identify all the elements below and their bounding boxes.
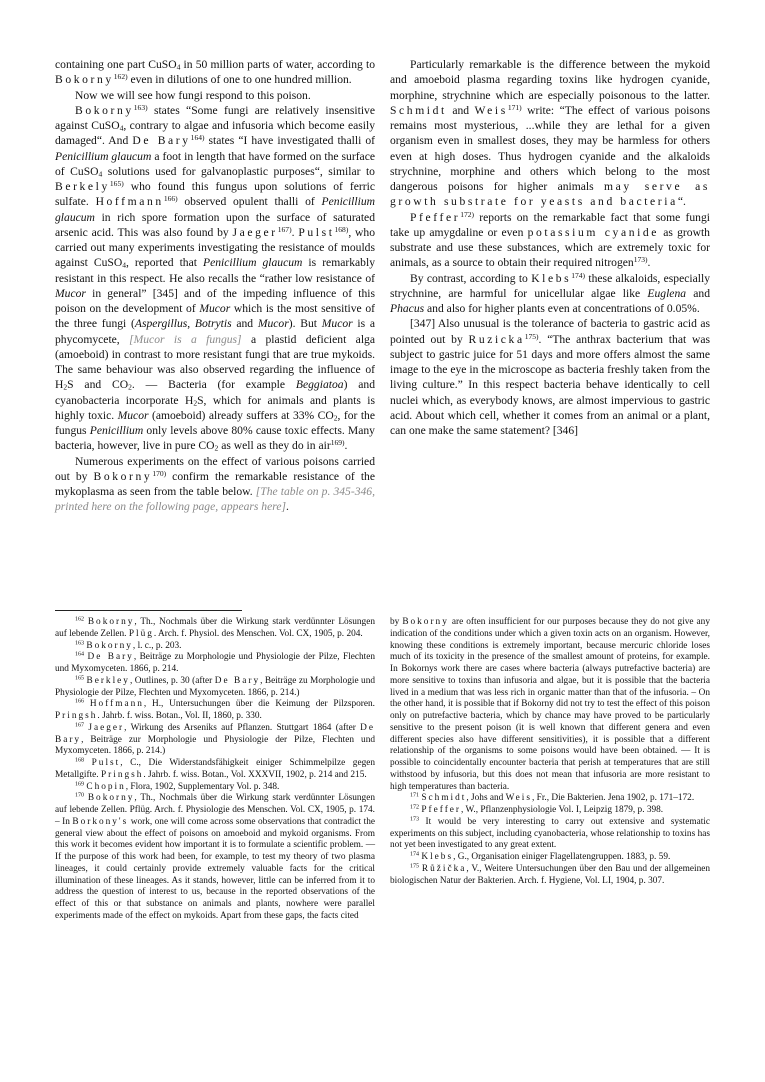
text: and	[231, 317, 258, 331]
text: ,	[187, 317, 195, 331]
text: . Jahrb. f. wiss. Botan., Vol. XXXVII, 1902, p. 214 and 215.	[143, 769, 367, 780]
footnote	[55, 782, 375, 794]
right-body-column	[390, 57, 710, 438]
text: Now we will see how fungi respond to this poison.	[75, 88, 311, 102]
text: , Outlines, p. 30 (after	[129, 675, 215, 686]
spaced-author-name: Pringsh	[100, 769, 144, 780]
italic-term: Mucor	[321, 317, 353, 331]
spaced-author-name: De Bary	[87, 652, 134, 663]
spaced-author-name: Bokorny	[93, 469, 153, 483]
text: states “Some fungi are relatively insensitive against CuSO	[55, 103, 375, 132]
text: work, one will come across some observations that contradict the general view about the effect of poisons on amoeboid and mykoid organisms. From this work it becomes evident how important it is to formulate a scientific problem. — If the purpose of this work had been, for example, to test my theory of two plasma lineages, it could certainly provide extremely valuable facts for the critical illumination of these lineages. As it stands, however, little can be inferred from it to address the question of interest to us, because in the reported observations of the effect of this or that substance on animals and plants, nowhere were parallel experiments made of the effect on mykoids. Apart from these gaps, the facts cited	[55, 816, 375, 921]
footnote-ref: 172)	[460, 209, 474, 219]
italic-term: Penicillium glaucum	[55, 195, 375, 224]
footnote-ref: 162	[75, 616, 85, 623]
text: is a phycomycete,	[55, 317, 375, 346]
text: reports on the remarkable fact that some fungi take up amygdaline or even	[390, 210, 710, 239]
footnote-ref: 166	[75, 698, 85, 705]
text: (amoeboid) already suffers at 33% CO	[148, 408, 334, 422]
spaced-author-name: Bokorny	[55, 73, 114, 87]
spaced-author-name: Bokorny	[75, 103, 134, 117]
paragraph	[55, 57, 375, 88]
text: .	[291, 225, 299, 239]
subscript: 4	[122, 260, 126, 270]
footnote	[55, 723, 375, 758]
text: and	[446, 103, 475, 117]
spaced-author-name: Borkony's	[72, 816, 129, 827]
spaced-author-name: Weis	[505, 793, 532, 804]
footnote	[55, 652, 375, 676]
text: , Beiträge zur Morphologie und Physiologie der Pilze, Flechten und Myxomyceten. 1866, p. 214.)	[55, 734, 375, 757]
spaced-author-name: Ruzicka	[468, 332, 525, 346]
text: only levels above 80% cause toxic effects. Many bacteria, however, live in pure CO	[55, 424, 375, 453]
text	[84, 758, 92, 768]
spaced-author-name: De Bary	[132, 134, 191, 148]
subscript: 2	[333, 413, 338, 423]
paragraph	[390, 271, 710, 317]
text: in 50 million parts of water, according to	[180, 58, 375, 71]
spaced-author-name: may serve as growth substrate for yeasts and bacteria	[390, 180, 710, 209]
italic-term: Mucor	[117, 408, 149, 422]
spaced-author-name: Klebs	[531, 271, 572, 285]
text: , C., Die Widerstandsfähigkeit einiger Schimmelpilze gegen Metallgifte.	[55, 758, 376, 780]
text: is remarkably resistant in this respect. He also recalls the “rather low resistance of	[55, 256, 375, 285]
footnote-ref: 164	[75, 651, 85, 658]
text: as well as they do in air	[218, 439, 331, 453]
left-footnotes	[55, 617, 375, 923]
footnote	[55, 641, 375, 653]
subscript: 4	[98, 169, 103, 179]
italic-term: Euglena	[647, 286, 687, 300]
left-body-column	[55, 57, 375, 515]
italic-term: Mucor	[55, 286, 86, 300]
footnote	[390, 852, 710, 864]
text: , G., Organisation einiger Flagellatengruppen. 1883, p. 59.	[453, 852, 671, 862]
editorial-note: [The table on p. 345-346, printed here on the following page, appears here]	[55, 485, 375, 514]
text: are often insufficient for our purposes because they do not give any indication of the conditions under which a given toxin acts on an organism. However, knowing these conditions is extremely important, because mercuric chloride loses much of its toxicity in the presence of the smallest amount of proteins, for example. In Bokornys work there are cases where bacteria (always putrefactive bacteria) are more sensitive to toxins than infusoria and algae, but it is possible that the bacteria lived in a medium that was less rich in organic matter than that of the infusoria. – On the other hand, it is possible that if Bokorny did not try to test the effect of this poison only on putrefactive bacteria, which by chance may have proved to be particularly sensitive to the present poison (it is well known that different genera and even different species also have different sensitivities), it is possible that a different relationship of the organisms to some poisons would have been obtained. — It is possible to coincidentally encounter bacteria that perish at temperatures that are still withstood by infusoria, but this does not mean that infusoria are more resistant to high temperatures than bacteria.	[390, 617, 710, 792]
footnote	[390, 793, 710, 805]
text: solutions used for galvanoplastic purposes“, similar to	[102, 164, 375, 178]
footnote	[390, 805, 710, 817]
spaced-author-name: Bokorny	[402, 617, 449, 627]
italic-term: Penicillium glaucum	[203, 256, 303, 270]
italic-term: Botrytis	[194, 317, 232, 331]
text: . “The anthrax bacterium that was subject to gastric juice for 51 days and more offers almost the same image to the eye in the microscope as bacteria freshly taken from the living culture.” In this respect bacteria behave identically to cell nuclei which, as everybody knows, are almost impervious to gastric acid. About which cell, whether it comes from an animal or a plant, can one make the same statement? [346]	[390, 332, 710, 437]
footnote-ref: 168)	[334, 224, 349, 234]
footnote	[55, 793, 375, 922]
spaced-author-name: Schmidt	[421, 793, 467, 804]
footnote-ref: 174)	[571, 270, 586, 280]
text: , who carried out many experiments investigating the resistance of moulds against CuSO	[55, 225, 376, 270]
spaced-author-name: Plüg	[128, 628, 154, 639]
footnote-ref: 171)	[507, 102, 522, 112]
text: By contrast, according to	[410, 271, 532, 285]
text: states “I have investigated thalli of	[204, 134, 376, 148]
spaced-author-name: Jaeger	[232, 225, 278, 239]
spaced-author-name: Pfeffer	[421, 805, 462, 815]
paragraph	[55, 454, 375, 515]
text: , Beiträge zu Morphologie und Physiologie der Pilze, Flechten und Myxomyceten. 1866, p. 214.)	[55, 675, 375, 698]
text: . Jahrb. f. wiss. Botan., Vol. II, 1860, p. 330.	[97, 711, 262, 721]
italic-term: Beggiatoa	[295, 378, 344, 392]
italic-term: Mucor	[199, 302, 231, 315]
footnote-ref: 175)	[524, 331, 539, 341]
text: S, which for animals and plants is highly toxic.	[55, 393, 375, 422]
footnote-ref: 162)	[113, 72, 128, 82]
footnote-ref: 163)	[133, 102, 148, 112]
footnote-ref: 169	[75, 781, 85, 788]
text: , Th., Nochmals über die Wirkung stark verdünnter Lösungen auf lebende Zellen.	[55, 617, 375, 639]
italic-term: Phacus	[390, 302, 425, 315]
spaced-author-name: De Bary	[214, 675, 261, 686]
footnote	[55, 699, 375, 723]
footnote	[55, 758, 375, 782]
text: observed opulent thalli of	[177, 195, 322, 209]
text: , Wirkung des Arseniks auf Pflanzen. Stuttgart 1864 (after	[124, 722, 361, 733]
paragraph	[390, 57, 710, 210]
text: a foot in length that have formed on the surface of CuSO	[55, 149, 375, 178]
text: which is the most sensitive of the three fungi (	[55, 302, 375, 331]
text: , H., Untersuchungen über die Keimung der Pilzsporen.	[143, 699, 375, 710]
footnote-ref: 174	[410, 851, 420, 858]
text: , Beiträge zu Morphologie und Physiologie der Pilze, Flechten und Myxomyceten. 1866, p. 214.	[55, 652, 375, 674]
subscript: 2	[214, 443, 219, 453]
text: Particularly remarkable is the difference between the mykoid and amoeboid plasma regarding toxins like hydrogen cyanide, morphine, strychnine which are especially poisonous to the latter.	[390, 58, 710, 102]
footnote	[390, 817, 710, 852]
spaced-author-name: Hoffmann	[89, 699, 144, 710]
spaced-author-name: Pfeffer	[410, 210, 461, 224]
footnote-ref: 165	[75, 675, 85, 682]
spaced-author-name: Růžička	[421, 863, 467, 874]
spaced-author-name: Pulst	[298, 225, 335, 239]
footnote	[390, 617, 710, 793]
text: , V., Weitere Untersuchungen über den Bau und der allgemeinen biologischen Natur der Bakterien. Arch. f. Hygiene, Vol. LI, 1904, p. 307.	[390, 863, 710, 886]
text: and also for higher plants even at concentrations of 0.05%.	[424, 302, 700, 315]
text: in rich spore formation upon the surface of saturated arsenic acid. This was also found by	[55, 210, 375, 239]
footnote-ref: 173)	[633, 255, 648, 265]
footnote-ref: 172	[410, 804, 420, 811]
text: “.	[677, 195, 686, 209]
footnote-ref: 171	[410, 792, 420, 799]
text: [347] Also unusual is the tolerance of bacteria to gastric acid as pointed out by	[390, 317, 710, 346]
text: .	[647, 256, 651, 270]
footnote-ref: 175	[410, 863, 420, 870]
text: , contrary to algae and infusoria which become easily damaged“. And	[55, 119, 376, 148]
text: , Th., Nochmals über die Wirkung stark verdünnter Lösungen auf lebende Zellen. Pflüg. Arch. f. Physiologie des Menschen. Vol. CX, 1905, p. 174. – In	[55, 793, 375, 827]
editorial-note: [Mucor is a fungus]	[129, 332, 242, 346]
subscript: 4	[176, 62, 181, 72]
text: , l. c., p. 203.	[132, 640, 182, 651]
text: , Fr., Die Bakterien. Jena 1902, p. 171–172.	[532, 793, 695, 804]
text: write: “The effect of various poisons remains most mysterious, ...while they are lethal for a given organism even in smallest doses, they may be harmless for others even at high doses. Thus hydrogen cyanide and the alkaloids strychnine, morphine and others which belong to the most dangerous poisons for higher animals	[390, 103, 710, 193]
footnote	[390, 864, 710, 888]
text: S and CO	[67, 378, 129, 392]
paragraph	[390, 316, 710, 438]
spaced-author-name: De Bary	[55, 722, 376, 745]
paragraph	[55, 103, 375, 454]
spaced-author-name: Schmidt	[390, 103, 447, 117]
italic-term: Aspergillus	[134, 317, 188, 331]
text: It would be very interesting to carry out extensive and systematic experiments on this subject, including cyanobacteria, whose relationship to toxins has not yet been investigated to any great extent.	[390, 816, 710, 851]
text: in general” [345] and of the impeding influence of this poison on the development of	[55, 286, 375, 315]
text: even in dilutions of one to one hundred million.	[127, 73, 352, 87]
footnote-ref: 169)	[330, 438, 345, 448]
spaced-author-name: Jaeger	[88, 722, 125, 733]
footnote-ref: 164)	[190, 133, 205, 143]
subscript: 2	[193, 398, 198, 407]
right-footnotes	[390, 617, 710, 887]
text: . Arch. f. Physiol. des Menschen. Vol. CX, 1905, p. 204.	[153, 628, 363, 639]
subscript: 2	[128, 382, 132, 392]
text: Numerous experiments on the effect of various poisons carried out by	[55, 454, 375, 483]
text: , W., Pflanzenphysiologie Vol. I, Leipzig 1879, p. 398.	[461, 805, 664, 815]
paragraph	[55, 88, 375, 103]
spaced-author-name: Pringsh	[55, 711, 98, 721]
text: .	[286, 500, 289, 514]
footnote-ref: 163	[75, 640, 85, 647]
spaced-author-name: Pulst	[91, 758, 121, 768]
text: confirm the remarkable resistance of the mykoplasma as seen from the table below.	[55, 469, 375, 498]
footnote-ref: 170)	[152, 468, 167, 478]
spaced-author-name: potassium cyanide	[527, 225, 660, 239]
spaced-author-name: Weis	[474, 103, 508, 117]
spaced-author-name: Bokorny	[86, 640, 133, 651]
spaced-author-name: Chopin	[86, 781, 126, 792]
footnote-ref: 165)	[109, 178, 124, 188]
text: , Flora, 1902, Supplementary Vol. p. 348.	[125, 781, 280, 792]
spaced-author-name: Bokorny	[87, 617, 135, 627]
italic-term: Mucor	[257, 317, 289, 331]
text: these alkaloids, especially strychnine, are harmful for unicellular algae like	[390, 271, 710, 300]
text: a plastid deficient alga (amoeboid) in contrast to more resistant fungi that are true mykoids. The same behaviour was also observed regarding the influence of H	[55, 332, 375, 392]
spaced-author-name: Bokorny	[87, 793, 135, 804]
footnote-ref: 168	[75, 757, 85, 764]
text: as growth substrate and use these substances, which are extremely toxic for animals, as a source to obtain their required nitrogen	[390, 225, 710, 270]
footnote-ref: 166)	[163, 194, 178, 204]
spaced-author-name: Berkley	[86, 675, 130, 686]
text: .	[344, 439, 348, 453]
footnote-divider	[55, 610, 242, 611]
footnote	[55, 617, 375, 641]
text: ) and cyanobacteria incorporate H	[55, 378, 376, 407]
text: by	[390, 617, 403, 627]
text: , for the fungus	[55, 408, 375, 437]
text: . — Bacteria (for example	[131, 378, 296, 392]
footnote-ref: 167	[75, 722, 85, 729]
footnote-ref: 173	[410, 816, 420, 823]
spaced-author-name: Hoffmann	[95, 195, 164, 209]
text: , Johs and	[466, 793, 506, 804]
subscript: 4	[119, 123, 124, 133]
spaced-author-name: Klebs	[421, 852, 454, 862]
italic-term: Penicillium	[89, 424, 144, 437]
paragraph	[390, 210, 710, 271]
footnote	[55, 676, 375, 700]
text: containing one part CuSO	[55, 58, 177, 71]
footnote-ref: 167)	[277, 224, 292, 234]
text: and	[686, 286, 710, 300]
footnote-ref: 170	[75, 792, 85, 799]
text: who found this fungus upon solutions of ferric sulfate.	[55, 180, 375, 209]
spaced-author-name: Berkely	[55, 180, 110, 193]
italic-term: Penicillium glaucum	[55, 149, 152, 163]
text: ). But	[288, 317, 322, 331]
subscript: 2	[63, 382, 68, 392]
text: , reported that	[126, 256, 203, 270]
